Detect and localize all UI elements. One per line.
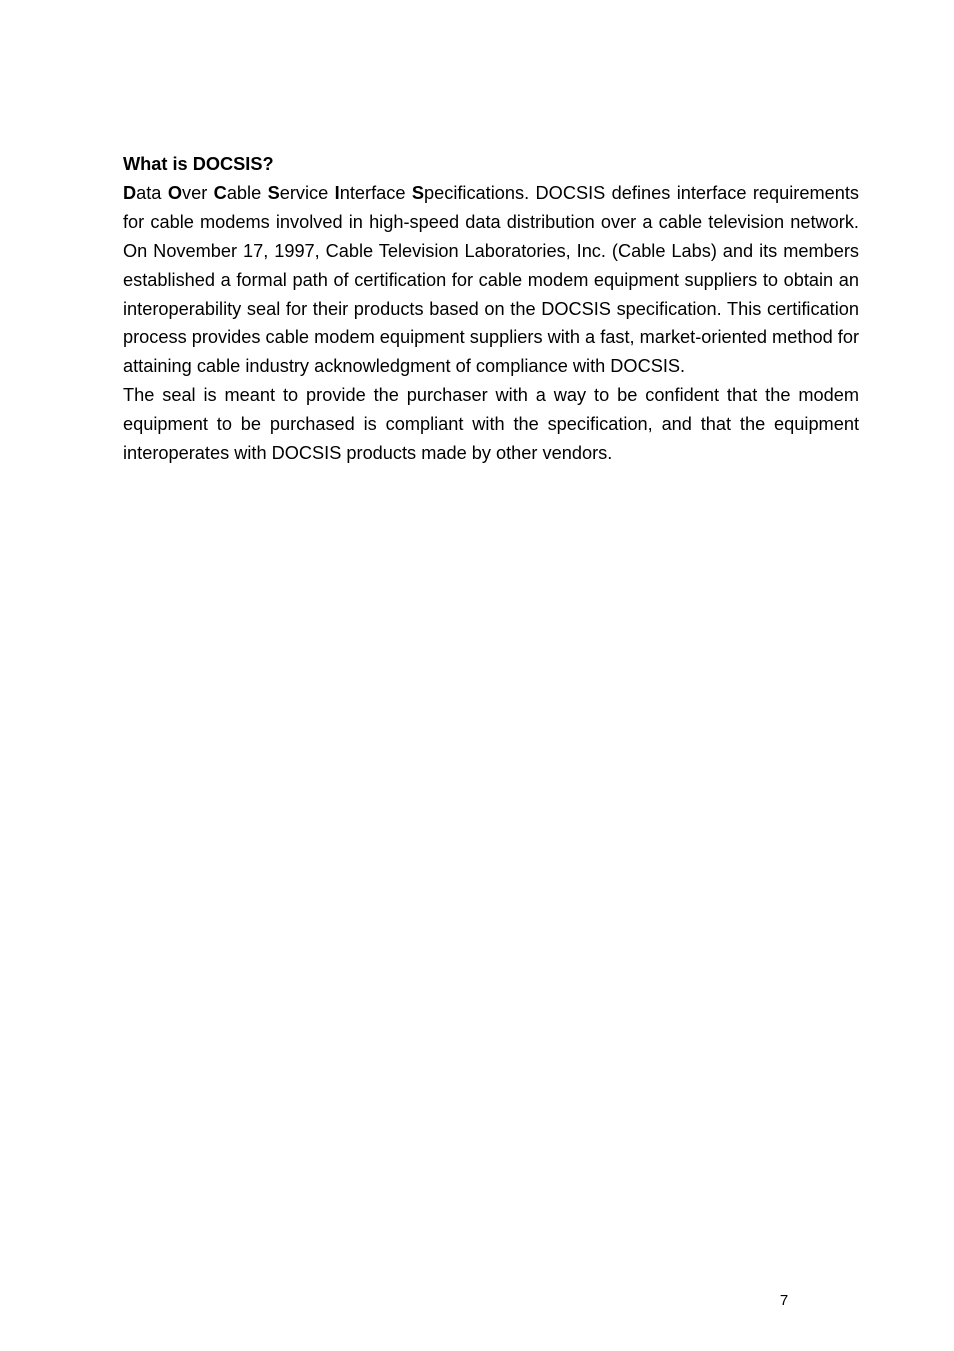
acronym-rest: pecifications.	[424, 182, 530, 203]
acronym-letter: S	[411, 182, 424, 203]
acronym-rest: ata	[136, 182, 162, 203]
acronym-rest: able	[226, 182, 262, 203]
definition-paragraph	[123, 179, 859, 381]
acronym-word-over	[168, 183, 207, 203]
acronym-letter: S	[267, 182, 280, 203]
acronym-word-data	[123, 183, 161, 203]
acronym-word-specifications	[412, 183, 529, 203]
definition-text: DOCSIS defines interface requirements for cable modems involved in high-speed data distribution over a cable television network. On November 17, 1997, Cable Television Laboratories, Inc. (Cable Labs) and its members established a formal path of certification for cable modem equipment suppliers to obtain an interoperability seal for their products based on the DOCSIS specification. This certification process provides cable modem equipment suppliers with a fast, market-oriented method for attaining cable industry acknowledgment of compliance with DOCSIS.	[123, 182, 860, 377]
document-body	[123, 150, 859, 468]
section-heading: What is DOCSIS?	[123, 154, 274, 174]
acronym-letter: I	[334, 182, 340, 203]
seal-paragraph: The seal is meant to provide the purchaser with a way to be confident that the modem equipment to be purchased is compliant with the specification, and that the equipment interoperates with DOCSIS products made by other vendors.	[123, 385, 859, 464]
acronym-letter: C	[213, 182, 227, 203]
acronym-rest: ervice	[279, 182, 329, 203]
acronym-word-cable	[214, 183, 262, 203]
page-number: 7	[779, 1292, 789, 1309]
acronym-word-interface	[335, 183, 406, 203]
acronym-rest: ver	[182, 182, 208, 203]
acronym-rest: nterface	[339, 182, 406, 203]
acronym-letter: O	[167, 182, 182, 203]
acronym-letter: D	[123, 182, 137, 203]
acronym-word-service	[268, 183, 329, 203]
